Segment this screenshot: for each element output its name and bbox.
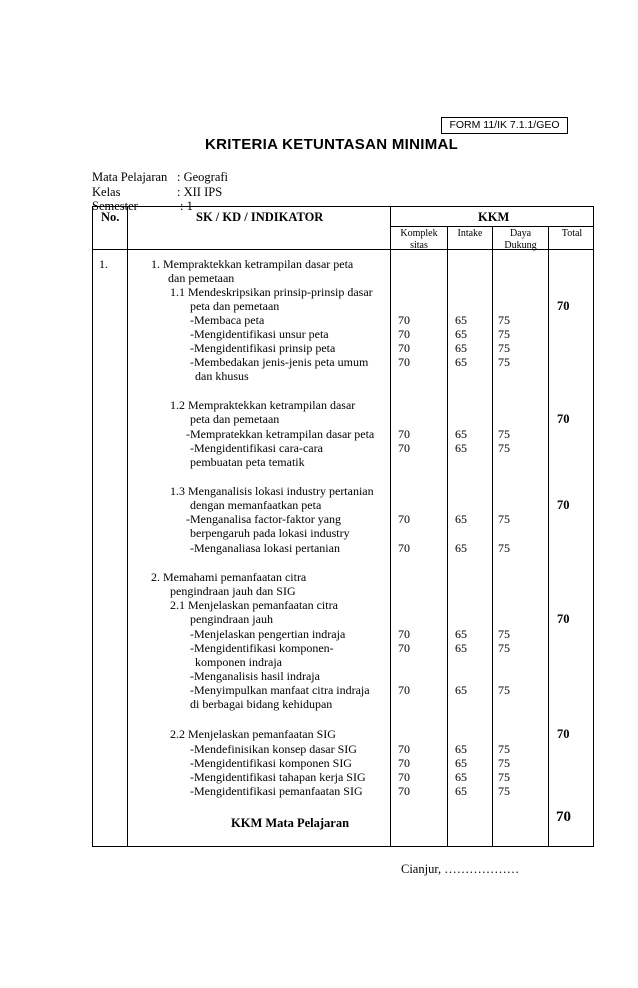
intake-value: 65 [455,742,467,756]
header-daya: Daya [509,228,532,239]
kompleksitas-value: 70 [398,683,410,697]
intake-value: 65 [455,441,467,455]
indikator-line: komponen indraja [195,655,282,669]
indikator-line: dan khusus [195,369,249,383]
intake-value: 65 [455,756,467,770]
daya-dukung-value: 75 [498,742,510,756]
indikator-line: -Menganaliasa lokasi pertanian [190,541,340,555]
intake-value: 65 [455,784,467,798]
daya-dukung-value: 75 [498,770,510,784]
col-divider-intake [492,226,493,846]
kompleksitas-value: 70 [398,341,410,355]
indikator-line: -Mempratekkan ketrampilan dasar peta [186,427,375,441]
kompleksitas-value: 70 [398,355,410,369]
intake-value: 65 [455,427,467,441]
intake-value: 65 [455,541,467,555]
col-divider-daya [548,226,549,846]
kkm-subheader-line [390,226,593,227]
sk-line: pengindraan jauh dan SIG [170,584,296,598]
daya-dukung-value: 75 [498,327,510,341]
indikator-line: -Menyimpulkan manfaat citra indraja [190,683,370,697]
sk-line: 2. Memahami pemanfaatan citra [151,570,307,584]
document-title: KRITERIA KETUNTASAN MINIMAL [205,136,459,153]
signature-place-date: Cianjur, ……………… [401,862,520,876]
intake-value: 65 [455,327,467,341]
class-value: : XII IPS [177,185,223,199]
kompleksitas-value: 70 [398,313,410,327]
daya-dukung-value: 75 [498,512,510,526]
subject-label: Mata Pelajaran [92,170,168,184]
kompleksitas-value: 70 [398,541,410,555]
intake-value: 65 [455,627,467,641]
intake-value: 65 [455,683,467,697]
col-divider-sk [390,207,391,846]
kkm-final-value: 70 [556,809,571,825]
kompleksitas-value: 70 [398,756,410,770]
kkm-mata-pelajaran-label: KKM Mata Pelajaran [231,816,350,830]
indikator-line: -Menjelaskan pengertian indraja [190,627,346,641]
kd-line: 2.1 Menjelaskan pemanfaatan citra [170,598,338,612]
row-number: 1. [99,257,108,271]
kompleksitas-value: 70 [398,627,410,641]
kd-line: 1.1 Mendeskripsikan prinsip-prinsip dasar [170,285,373,299]
indikator-line: -Mengidentifikasi unsur peta [190,327,329,341]
daya-dukung-value: 75 [498,641,510,655]
kd-line: 2.2 Menjelaskan pemanfaatan SIG [170,727,336,741]
intake-value: 65 [455,512,467,526]
intake-value: 65 [455,341,467,355]
kd-line: peta dan pemetaan [190,299,280,313]
kompleksitas-value: 70 [398,327,410,341]
header-kkm: KKM [478,210,510,224]
kd-line: 1.2 Mempraktekkan ketrampilan dasar [170,398,356,412]
total-value: 70 [557,299,570,313]
col-divider-komplek [447,226,448,846]
daya-dukung-value: 75 [498,313,510,327]
daya-dukung-value: 75 [498,341,510,355]
header-sk-kd-indikator: SK / KD / INDIKATOR [196,210,324,224]
indikator-line: -Mengidentifikasi komponen- [190,641,334,655]
indikator-line: -Mengidentifikasi pemanfaatan SIG [190,784,363,798]
header-dukung: Dukung [504,240,537,251]
class-label: Kelas [92,185,121,199]
kompleksitas-value: 70 [398,742,410,756]
indikator-line: -Mengidentifikasi komponen SIG [190,756,352,770]
kd-line: 1.3 Menganalisis lokasi industry pertanian [170,484,374,498]
intake-value: 65 [455,313,467,327]
kompleksitas-value: 70 [398,427,410,441]
daya-dukung-value: 75 [498,683,510,697]
indikator-line: -Mengidentifikasi cara-cara [190,441,323,455]
total-value: 70 [557,498,570,512]
kompleksitas-value: 70 [398,512,410,526]
indikator-line: -Menganalisis hasil indraja [190,669,320,683]
subject-value: : Geografi [177,170,229,184]
sk-line: 1. Mempraktekkan ketrampilan dasar peta [151,257,354,271]
semester-label: Semester [92,199,138,213]
kd-line: dengan memanfaatkan peta [190,498,322,512]
intake-value: 65 [455,770,467,784]
daya-dukung-value: 75 [498,784,510,798]
kompleksitas-value: 70 [398,641,410,655]
daya-dukung-value: 75 [498,355,510,369]
form-code-box: FORM 11/IK 7.1.1/GEO [441,117,568,134]
daya-dukung-value: 75 [498,441,510,455]
kd-line: peta dan pemetaan [190,412,280,426]
indikator-line: -Menganalisa factor-faktor yang [186,512,342,526]
indikator-line: berpengaruh pada lokasi industry [190,526,350,540]
intake-value: 65 [455,355,467,369]
daya-dukung-value: 75 [498,541,510,555]
kompleksitas-value: 70 [398,770,410,784]
total-value: 70 [557,412,570,426]
col-divider-no [127,207,128,846]
header-intake: Intake [457,228,483,239]
indikator-line: -Membaca peta [190,313,265,327]
kkm-table [92,206,594,847]
indikator-line: pembuatan peta tematik [190,455,305,469]
header-no: No. [101,210,120,224]
header-komplek: Komplek [400,228,438,239]
indikator-line: di berbagai bidang kehidupan [190,697,333,711]
indikator-line: -Membedakan jenis-jenis peta umum [190,355,369,369]
total-value: 70 [557,727,570,741]
daya-dukung-value: 75 [498,756,510,770]
daya-dukung-value: 75 [498,627,510,641]
kompleksitas-value: 70 [398,441,410,455]
indikator-line: -Mendefinisikan konsep dasar SIG [190,742,357,756]
total-value: 70 [557,612,570,626]
daya-dukung-value: 75 [498,427,510,441]
kd-line: pengindraan jauh [190,612,273,626]
header-sitas: sitas [410,240,428,251]
indikator-line: -Mengidentifikasi tahapan kerja SIG [190,770,366,784]
indikator-line: -Mengidentifikasi prinsip peta [190,341,336,355]
intake-value: 65 [455,641,467,655]
kompleksitas-value: 70 [398,784,410,798]
header-total: Total [561,228,583,239]
sk-line: dan pemetaan [168,271,235,285]
semester-value: : 1 [180,199,193,213]
